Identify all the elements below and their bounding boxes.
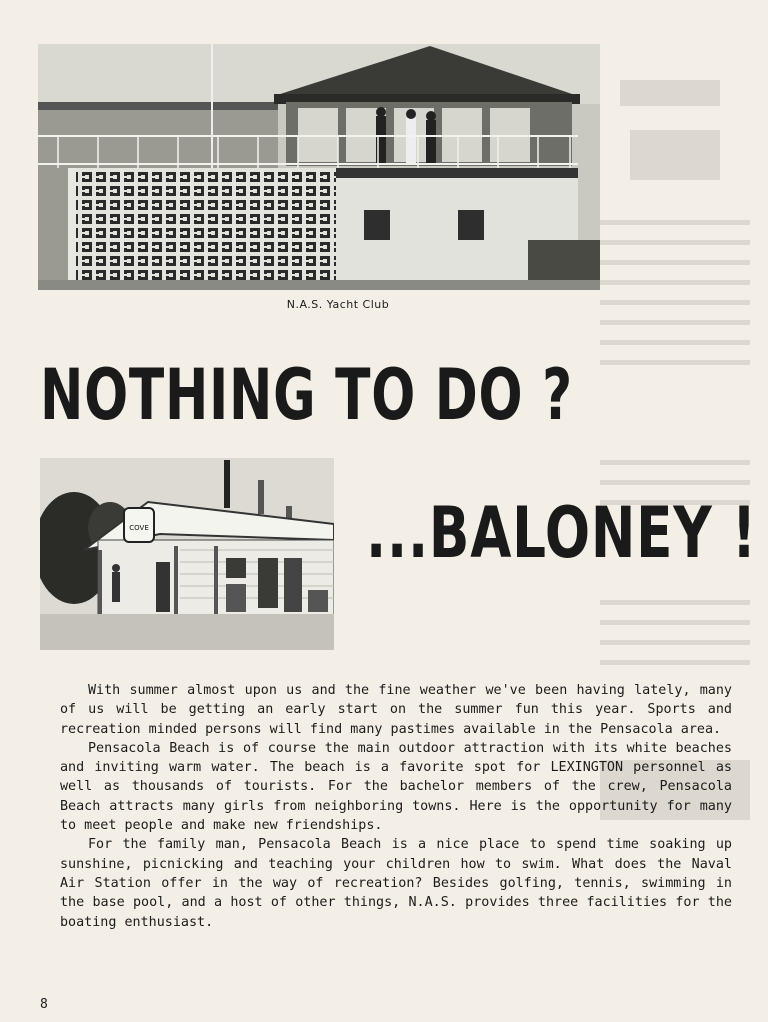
subheadline: ...BALONEY ! bbox=[366, 492, 757, 574]
article-paragraph: For the family man, Pensacola Beach is a nice place to spend time soaking up sunshine, picnicking and teaching your children how to swim. What does the Naval Air Station offer in the way of recreation? Besides golfing, tennis, swimming in the base pool, and a host of other things, N.A.S. provides three facilities for the boating enthusiast. bbox=[60, 837, 732, 930]
cove-building-photo bbox=[40, 458, 334, 650]
cove-sign-text: COVE bbox=[129, 524, 149, 532]
page-number: 8 bbox=[40, 997, 48, 1012]
photo-caption: N.A.S. Yacht Club bbox=[286, 298, 390, 311]
article-paragraph: With summer almost upon us and the fine weather we've been having lately, many of us will be getting an early start on the summer fun this year. Sports and recreation minded persons will find many pastimes available in the Pensacola area. bbox=[60, 683, 732, 737]
headline: NOTHING TO DO ? bbox=[40, 354, 573, 436]
article-body bbox=[60, 681, 732, 932]
yacht-club-photo bbox=[38, 44, 600, 290]
article-paragraph: Pensacola Beach is of course the main outdoor attraction with its white beaches and inviting warm water. The beach is a favorite spot for LEXINGTON personnel as well as thousands of tourists. For the bachelor members of the crew, Pensacola Beach attracts many girls from neighboring towns. Here is the opportunity for many to meet people and make new friendships. bbox=[60, 740, 732, 834]
